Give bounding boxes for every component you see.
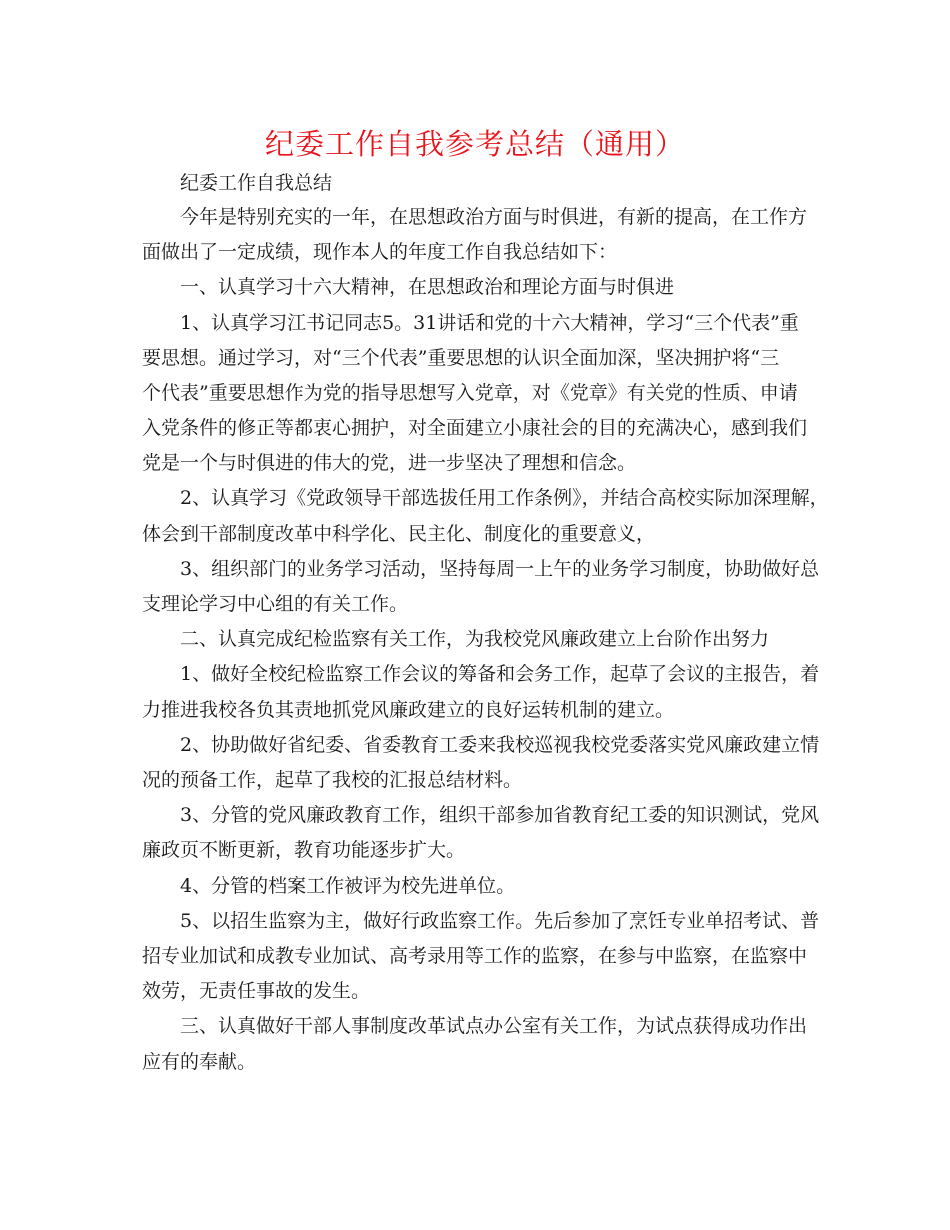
paragraph-line: 4、分管的档案工作被评为校先进单位。 bbox=[180, 875, 516, 897]
subtitle-line: 纪委工作自我总结 bbox=[180, 172, 333, 194]
paragraph-line: 5、以招生监察为主，做好行政监察工作。先后参加了烹饪专业单招考试、普 bbox=[180, 910, 820, 932]
paragraph-line: 支理论学习中心组的有关工作。 bbox=[142, 593, 409, 615]
paragraph-line: 2、认真学习《党政领导干部选拔任用工作条例》，并结合高校实际加深理解， bbox=[180, 487, 829, 509]
paragraph-line: 个代表”重要思想作为党的指导思想写入党章，对《党章》有关党的性质、申请 bbox=[142, 382, 798, 404]
paragraph-line: 1、做好全校纪检监察工作会议的筹备和会务工作，起草了会议的主报告，着 bbox=[180, 663, 820, 685]
paragraph-line: 党是一个与时俱进的伟大的党，进一步坚决了理想和信念。 bbox=[142, 452, 637, 474]
paragraph-line: 况的预备工作，起草了我校的汇报总结材料。 bbox=[142, 769, 523, 791]
paragraph-line: 体会到干部制度改革中科学化、民主化、制度化的重要意义， bbox=[142, 523, 656, 545]
document-title: 纪委工作自我参考总结（通用） bbox=[264, 127, 685, 161]
section-heading: 三、认真做好干部人事制度改革试点办公室有关工作，为试点获得成功作出 bbox=[180, 1015, 808, 1037]
section-heading: 二、认真完成纪检监察有关工作，为我校党风廉政建立上台阶作出努力 bbox=[180, 628, 770, 650]
paragraph-line: 2、协助做好省纪委、省委教育工委来我校巡视我校党委落实党风廉政建立情 bbox=[180, 734, 820, 756]
paragraph-line: 入党条件的修正等都衷心拥护，对全面建立小康社会的目的充满决心，感到我们 bbox=[142, 417, 808, 439]
paragraph-line: 招专业加试和成教专业加试、高考录用等工作的监察，在参与中监察，在监察中 bbox=[142, 945, 808, 967]
paragraph-line: 廉政页不断更新，教育功能逐步扩大。 bbox=[142, 839, 466, 861]
paragraph-line: 应有的奉献。 bbox=[142, 1051, 257, 1073]
paragraph-line: 3、组织部门的业务学习活动，坚持每周一上午的业务学习制度，协助做好总 bbox=[180, 558, 820, 580]
paragraph-line: 力推进我校各负其责地抓党风廉政建立的良好运转机制的建立。 bbox=[142, 699, 675, 721]
paragraph-line: 1、认真学习江书记同志5。31讲话和党的十六大精神，学习“三个代表”重 bbox=[180, 312, 799, 334]
paragraph-line: 面做出了一定成绩，现作本人的年度工作自我总结如下： bbox=[142, 241, 618, 263]
paragraph-line: 3、分管的党风廉政教育工作，组织干部参加省教育纪工委的知识测试，党风 bbox=[180, 804, 820, 826]
paragraph-line: 要思想。通过学习，对“三个代表”重要思想的认识全面加深，坚决拥护将“三 bbox=[142, 347, 780, 369]
section-heading: 一、认真学习十六大精神，在思想政治和理论方面与时俱进 bbox=[180, 276, 675, 298]
paragraph-line: 效劳，无责任事故的发生。 bbox=[142, 980, 371, 1002]
paragraph-line: 今年是特别充实的一年，在思想政治方面与时俱进，有新的提高，在工作方 bbox=[180, 206, 808, 228]
